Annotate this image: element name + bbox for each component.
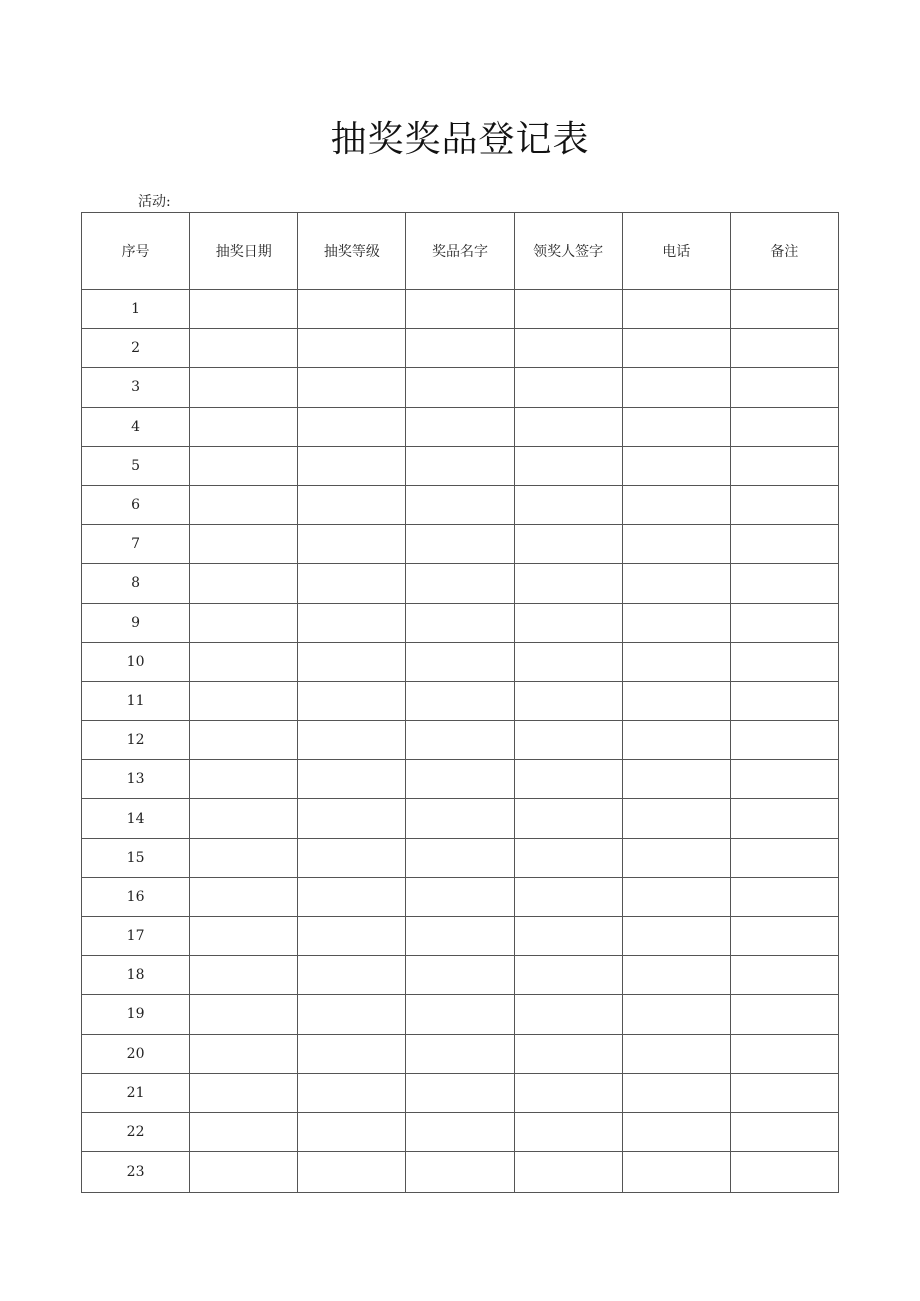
prize-name-cell[interactable] [406,485,514,524]
table-row [82,995,839,1034]
phone-cell[interactable] [622,917,730,956]
draw-level-cell[interactable] [298,838,406,877]
draw-date-cell[interactable] [190,956,298,995]
prize-name-cell[interactable] [406,525,514,564]
prize-name-cell[interactable] [406,446,514,485]
draw-date-cell[interactable] [190,799,298,838]
table-row [82,760,839,799]
row-number-cell: 16 [82,877,190,916]
draw-date-cell[interactable] [190,564,298,603]
recipient-signature-cell[interactable] [514,838,622,877]
phone-cell[interactable] [622,329,730,368]
row-number-cell: 14 [82,799,190,838]
phone-cell[interactable] [622,721,730,760]
recipient-signature-cell[interactable] [514,799,622,838]
prize-name-cell[interactable] [406,368,514,407]
remarks-cell[interactable] [730,956,838,995]
table-row [82,721,839,760]
phone-cell[interactable] [622,564,730,603]
draw-level-cell[interactable] [298,760,406,799]
row-number-cell: 17 [82,917,190,956]
phone-cell[interactable] [622,368,730,407]
prize-name-cell[interactable] [406,290,514,329]
row-number-cell: 22 [82,1112,190,1151]
prize-name-cell[interactable] [406,760,514,799]
column-header-draw-date: 抽奖日期 [190,213,298,290]
draw-level-cell[interactable] [298,1073,406,1112]
row-number-cell: 10 [82,642,190,681]
row-number-cell: 1 [82,290,190,329]
draw-date-cell[interactable] [190,1034,298,1073]
table-row [82,290,839,329]
draw-level-cell[interactable] [298,681,406,720]
draw-date-cell[interactable] [190,329,298,368]
prize-name-cell[interactable] [406,603,514,642]
row-number-cell: 20 [82,1034,190,1073]
draw-date-cell[interactable] [190,368,298,407]
recipient-signature-cell[interactable] [514,564,622,603]
row-number-cell: 7 [82,525,190,564]
table-row [82,1152,839,1193]
column-header-phone: 电话 [622,213,730,290]
draw-date-cell[interactable] [190,446,298,485]
recipient-signature-cell[interactable] [514,525,622,564]
draw-date-cell[interactable] [190,877,298,916]
draw-level-cell[interactable] [298,799,406,838]
recipient-signature-cell[interactable] [514,446,622,485]
draw-level-cell[interactable] [298,485,406,524]
row-number-cell: 8 [82,564,190,603]
row-number-cell: 15 [82,838,190,877]
remarks-cell[interactable] [730,995,838,1034]
phone-cell[interactable] [622,877,730,916]
draw-level-cell[interactable] [298,917,406,956]
draw-date-cell[interactable] [190,1073,298,1112]
draw-level-cell[interactable] [298,525,406,564]
remarks-cell[interactable] [730,290,838,329]
prize-name-cell[interactable] [406,1073,514,1112]
remarks-cell[interactable] [730,760,838,799]
column-header-draw-level: 抽奖等级 [298,213,406,290]
table-row [82,917,839,956]
draw-date-cell[interactable] [190,681,298,720]
recipient-signature-cell[interactable] [514,290,622,329]
phone-cell[interactable] [622,995,730,1034]
recipient-signature-cell[interactable] [514,721,622,760]
draw-date-cell[interactable] [190,1152,298,1193]
phone-cell[interactable] [622,681,730,720]
draw-level-cell[interactable] [298,407,406,446]
prize-name-cell[interactable] [406,917,514,956]
draw-level-cell[interactable] [298,564,406,603]
remarks-cell[interactable] [730,642,838,681]
remarks-cell[interactable] [730,485,838,524]
draw-level-cell[interactable] [298,603,406,642]
prize-name-cell[interactable] [406,877,514,916]
row-number-cell: 23 [82,1152,190,1193]
recipient-signature-cell[interactable] [514,368,622,407]
draw-date-cell[interactable] [190,290,298,329]
row-number-cell: 5 [82,446,190,485]
table-row [82,1034,839,1073]
recipient-signature-cell[interactable] [514,329,622,368]
draw-level-cell[interactable] [298,329,406,368]
column-header-serial-number: 序号 [82,213,190,290]
recipient-signature-cell[interactable] [514,1073,622,1112]
prize-name-cell[interactable] [406,681,514,720]
table-row [82,681,839,720]
phone-cell[interactable] [622,603,730,642]
remarks-cell[interactable] [730,407,838,446]
row-number-cell: 21 [82,1073,190,1112]
prize-name-cell[interactable] [406,995,514,1034]
recipient-signature-cell[interactable] [514,1152,622,1193]
remarks-cell[interactable] [730,564,838,603]
recipient-signature-cell[interactable] [514,1112,622,1151]
remarks-cell[interactable] [730,1112,838,1151]
table-row [82,799,839,838]
phone-cell[interactable] [622,838,730,877]
phone-cell[interactable] [622,799,730,838]
prize-name-cell[interactable] [406,956,514,995]
draw-level-cell[interactable] [298,1112,406,1151]
remarks-cell[interactable] [730,446,838,485]
phone-cell[interactable] [622,485,730,524]
table-body [82,290,839,1193]
remarks-cell[interactable] [730,877,838,916]
draw-date-cell[interactable] [190,525,298,564]
table-row [82,407,839,446]
recipient-signature-cell[interactable] [514,681,622,720]
phone-cell[interactable] [622,1034,730,1073]
draw-date-cell[interactable] [190,485,298,524]
draw-date-cell[interactable] [190,721,298,760]
phone-cell[interactable] [622,446,730,485]
remarks-cell[interactable] [730,525,838,564]
table-row [82,525,839,564]
row-number-cell: 2 [82,329,190,368]
table-row [82,446,839,485]
header-row [82,213,839,290]
phone-cell[interactable] [622,407,730,446]
table-row [82,877,839,916]
row-number-cell: 13 [82,760,190,799]
recipient-signature-cell[interactable] [514,1034,622,1073]
recipient-signature-cell[interactable] [514,407,622,446]
remarks-cell[interactable] [730,329,838,368]
remarks-cell[interactable] [730,1073,838,1112]
phone-cell[interactable] [622,1112,730,1151]
prize-name-cell[interactable] [406,799,514,838]
row-number-cell: 9 [82,603,190,642]
recipient-signature-cell[interactable] [514,995,622,1034]
remarks-cell[interactable] [730,917,838,956]
recipient-signature-cell[interactable] [514,877,622,916]
draw-date-cell[interactable] [190,917,298,956]
column-header-prize-name: 奖品名字 [406,213,514,290]
recipient-signature-cell[interactable] [514,760,622,799]
column-header-recipient-signature: 领奖人签字 [514,213,622,290]
phone-cell[interactable] [622,525,730,564]
prize-name-cell[interactable] [406,407,514,446]
draw-date-cell[interactable] [190,995,298,1034]
row-number-cell: 19 [82,995,190,1034]
column-header-remarks: 备注 [730,213,838,290]
prize-name-cell[interactable] [406,1112,514,1151]
remarks-cell[interactable] [730,603,838,642]
row-number-cell: 6 [82,485,190,524]
table-row [82,564,839,603]
recipient-signature-cell[interactable] [514,485,622,524]
table-row [82,838,839,877]
draw-date-cell[interactable] [190,1112,298,1151]
draw-level-cell[interactable] [298,290,406,329]
table-row [82,642,839,681]
page-title: 抽奖奖品登记表 [330,119,590,160]
table-row [82,603,839,642]
row-number-cell: 12 [82,721,190,760]
table-row [82,956,839,995]
remarks-cell[interactable] [730,721,838,760]
table-row [82,329,839,368]
prize-name-cell[interactable] [406,838,514,877]
draw-level-cell[interactable] [298,721,406,760]
draw-date-cell[interactable] [190,642,298,681]
phone-cell[interactable] [622,642,730,681]
prize-name-cell[interactable] [406,1034,514,1073]
prize-name-cell[interactable] [406,564,514,603]
table-row [82,368,839,407]
phone-cell[interactable] [622,1152,730,1193]
recipient-signature-cell[interactable] [514,642,622,681]
prize-name-cell[interactable] [406,721,514,760]
row-number-cell: 4 [82,407,190,446]
remarks-cell[interactable] [730,368,838,407]
remarks-cell[interactable] [730,838,838,877]
remarks-cell[interactable] [730,1034,838,1073]
draw-level-cell[interactable] [298,877,406,916]
remarks-cell[interactable] [730,1152,838,1193]
phone-cell[interactable] [622,956,730,995]
draw-date-cell[interactable] [190,603,298,642]
draw-date-cell[interactable] [190,407,298,446]
phone-cell[interactable] [622,760,730,799]
row-number-cell: 11 [82,681,190,720]
prize-name-cell[interactable] [406,329,514,368]
row-number-cell: 18 [82,956,190,995]
table-row [82,1073,839,1112]
recipient-signature-cell[interactable] [514,603,622,642]
phone-cell[interactable] [622,1073,730,1112]
draw-level-cell[interactable] [298,956,406,995]
draw-level-cell[interactable] [298,642,406,681]
draw-level-cell[interactable] [298,995,406,1034]
activity-label: 活动: [138,194,171,210]
remarks-cell[interactable] [730,681,838,720]
draw-level-cell[interactable] [298,1034,406,1073]
draw-date-cell[interactable] [190,838,298,877]
recipient-signature-cell[interactable] [514,956,622,995]
remarks-cell[interactable] [730,799,838,838]
draw-level-cell[interactable] [298,368,406,407]
table-row [82,485,839,524]
draw-level-cell[interactable] [298,1152,406,1193]
row-number-cell: 3 [82,368,190,407]
draw-level-cell[interactable] [298,446,406,485]
recipient-signature-cell[interactable] [514,917,622,956]
phone-cell[interactable] [622,290,730,329]
table-row [82,1112,839,1151]
prize-register-table [81,212,839,1193]
draw-date-cell[interactable] [190,760,298,799]
prize-name-cell[interactable] [406,1152,514,1193]
prize-name-cell[interactable] [406,642,514,681]
